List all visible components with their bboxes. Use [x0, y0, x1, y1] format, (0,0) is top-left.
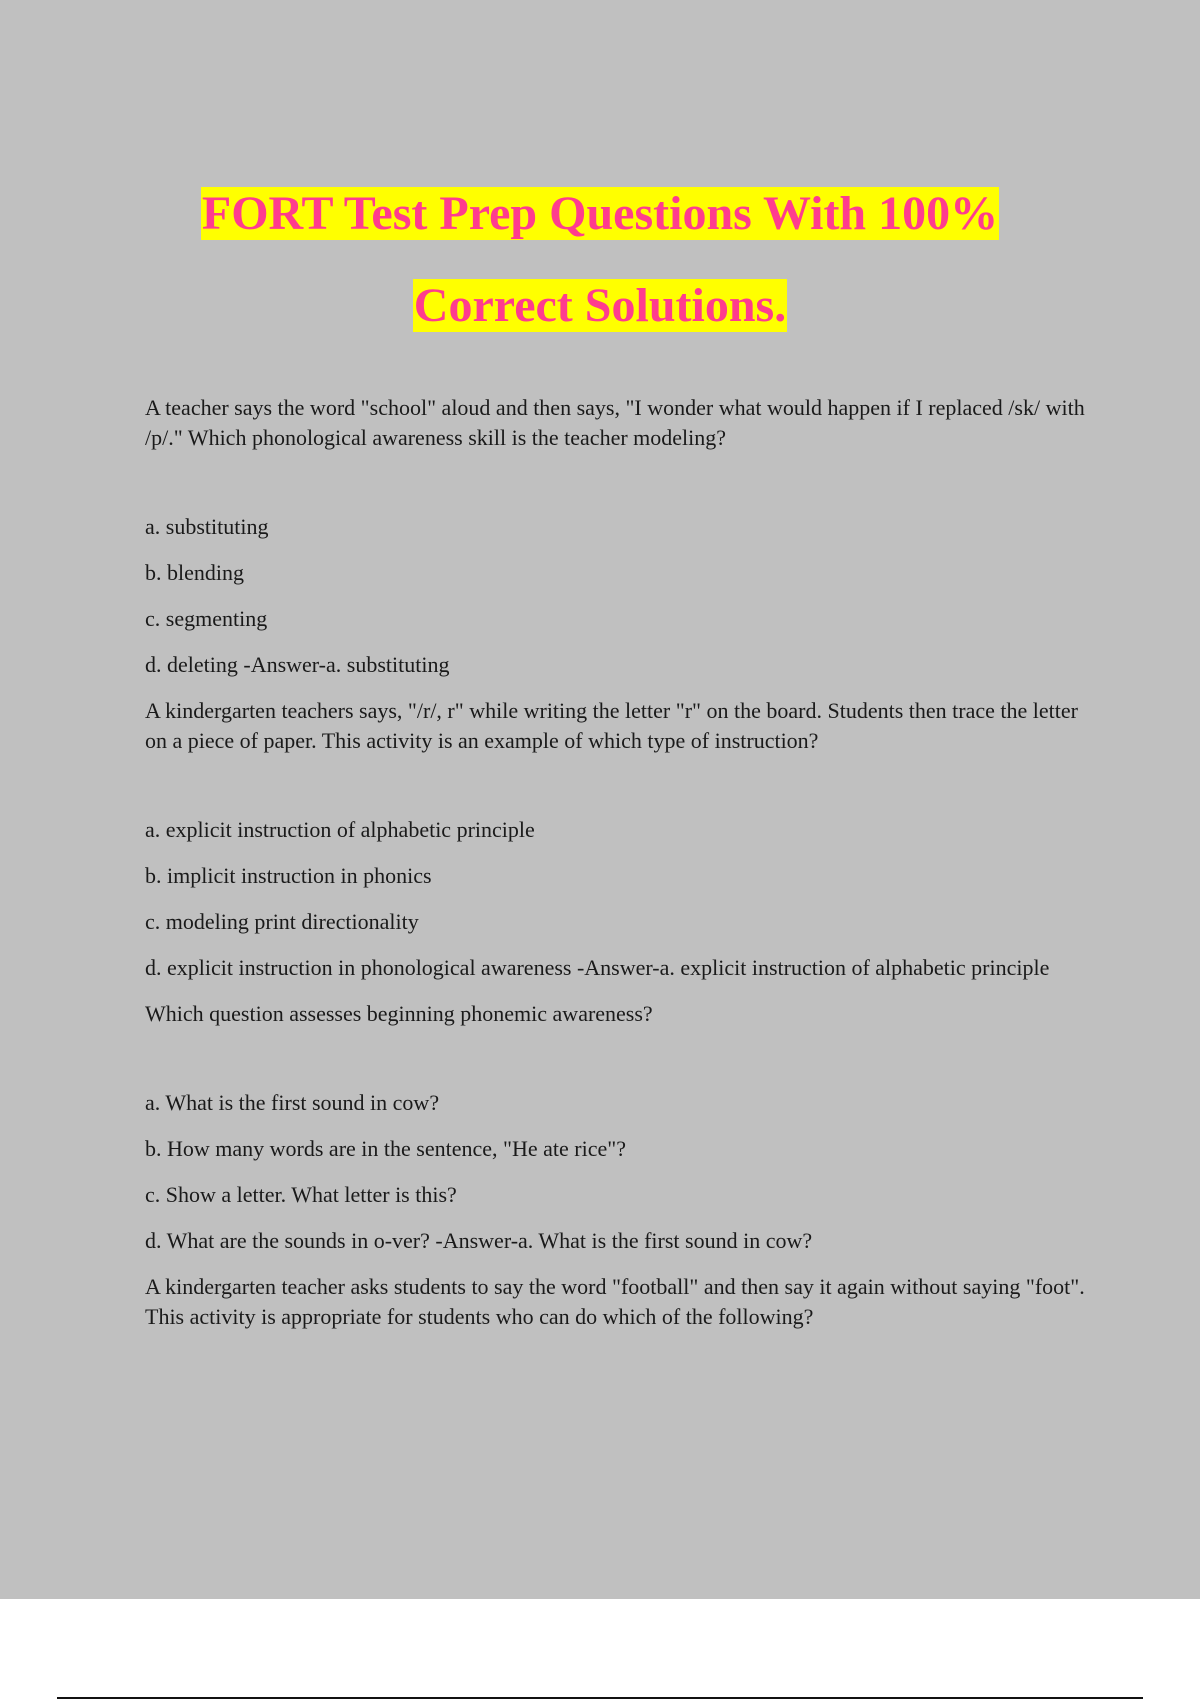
answer-option: c. modeling print directionality	[145, 909, 419, 934]
answer-option: b. blending	[145, 560, 244, 585]
answer-option: c. Show a letter. What letter is this?	[145, 1182, 457, 1207]
document-body	[145, 393, 1085, 1391]
question-block-1	[145, 393, 1085, 680]
question-text: A kindergarten teacher asks students to say the word "football" and then say it again without saying "foot". This activity is appropriate for students who can do which of the following?	[145, 1274, 1085, 1329]
answer-option: b. How many words are in the sentence, "He ate rice"?	[145, 1136, 626, 1161]
title-line-2	[0, 260, 1200, 352]
title-line-1	[0, 168, 1200, 260]
answer-option: a. explicit instruction of alphabetic principle	[145, 817, 535, 842]
answer-option: a. What is the first sound in cow?	[145, 1090, 440, 1115]
question-text: Which question assesses beginning phonemic awareness?	[145, 1001, 653, 1026]
question-block-3	[145, 999, 1085, 1256]
title-text-2: Correct Solutions.	[413, 279, 787, 332]
question-block-4	[145, 1272, 1085, 1332]
answer-option: b. implicit instruction in phonics	[145, 863, 432, 888]
question-text: A kindergarten teachers says, "/r/, r" while writing the letter "r" on the board. Students then trace the letter on a piece of paper. This activity is an example of which type of instruction?	[145, 698, 1078, 753]
answer-option-with-answer: d. What are the sounds in o-ver? -Answer-a. What is the first sound in cow?	[145, 1228, 813, 1253]
answer-option-with-answer: d. explicit instruction in phonological awareness -Answer-a. explicit instruction of alphabetic principle	[145, 955, 1050, 980]
answer-option-with-answer: d. deleting -Answer-a. substituting	[145, 652, 450, 677]
footer-divider	[57, 1697, 1143, 1699]
title-text-1: FORT Test Prep Questions With 100%	[201, 187, 999, 240]
document-title	[0, 168, 1200, 352]
answer-option: c. segmenting	[145, 606, 268, 631]
answer-option: a. substituting	[145, 514, 269, 539]
question-block-2	[145, 696, 1085, 983]
question-text: A teacher says the word "school" aloud and then says, "I wonder what would happen if I replaced /sk/ with /p/." Which phonological awareness skill is the teacher modeling?	[145, 395, 1085, 450]
